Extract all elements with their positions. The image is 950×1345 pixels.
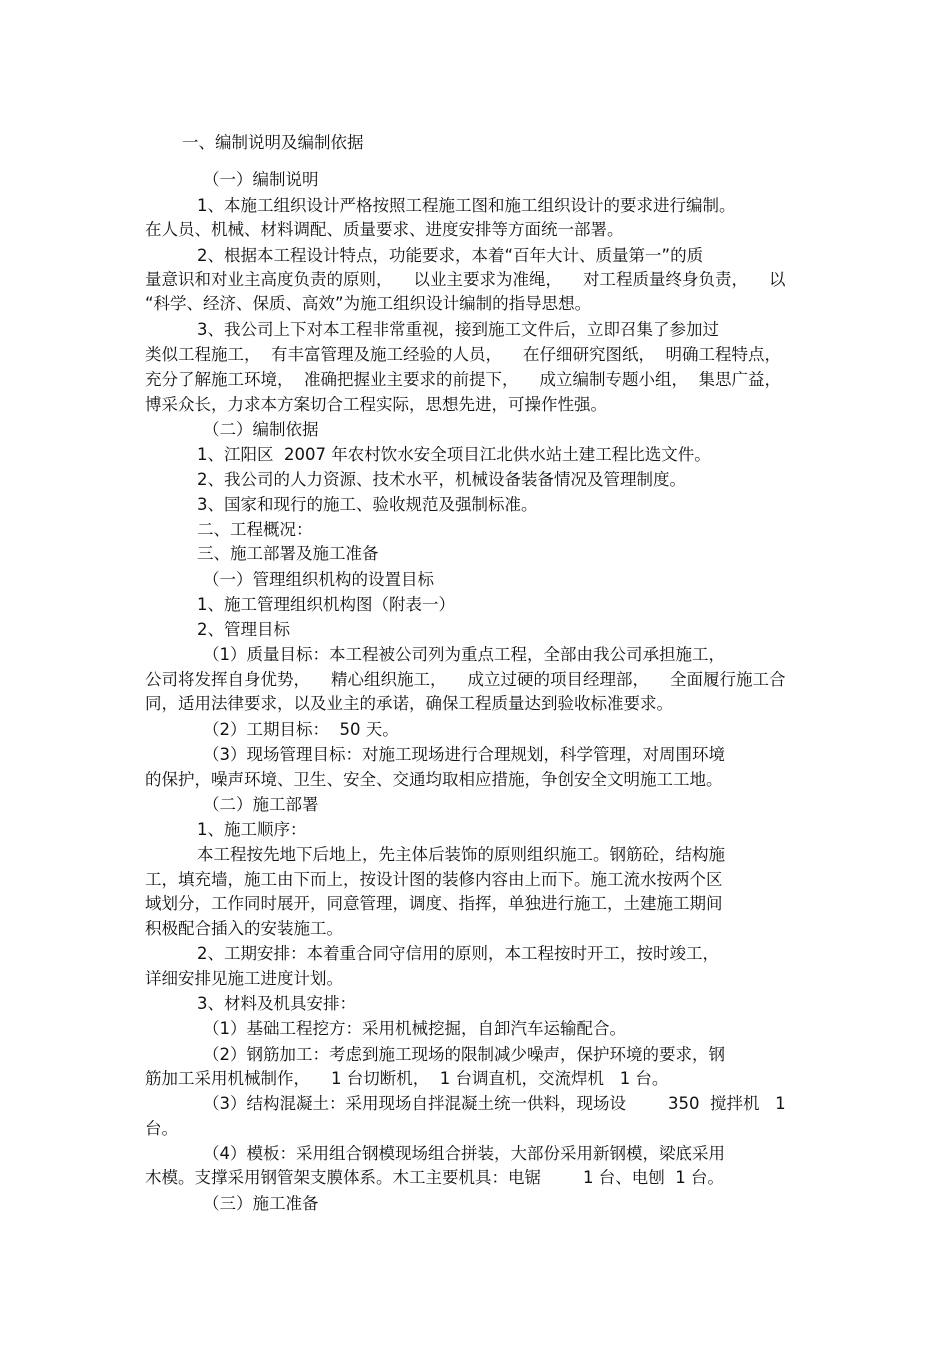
paragraph-line: （2）工期目标： 50 天。 bbox=[203, 720, 399, 739]
paragraph-line: （2）钢筋加工：考虑到施工现场的限制减少噪声，保护环境的要求，钢 bbox=[203, 1045, 725, 1064]
paragraph-line: 1、江阳区 2007 年农村饮水安全项目江北供水站土建工程比选文件。 bbox=[197, 445, 711, 464]
paragraph-line: 2、管理目标 bbox=[197, 620, 290, 639]
paragraph-line: 1、施工顺序： bbox=[197, 820, 307, 839]
paragraph-line: （3）现场管理目标：对施工现场进行合理规划，科学管理，对周围环境 bbox=[203, 745, 725, 764]
paragraph-line: （4）模板：采用组合钢模现场组合拼装，大部份采用新钢模，梁底采用 bbox=[203, 1144, 725, 1163]
paragraph-line: 本工程按先地下后地上，先主体后装饰的原则组织施工。钢筋砼，结构施 bbox=[197, 845, 725, 864]
paragraph-line: 筋加工采用机械制作， 1 台切断机， 1 台调直机，交流焊机 1 台。 bbox=[145, 1069, 669, 1088]
paragraph-line: 类似工程施工， 有丰富管理及施工经验的人员， 在仔细研究图纸， 明确工程特点， bbox=[145, 345, 781, 364]
paragraph-line: 1、本施工组织设计严格按照工程施工图和施工组织设计的要求进行编制。 bbox=[197, 196, 736, 215]
subsection-heading: （一）管理组织机构的设置目标 bbox=[203, 570, 434, 589]
paragraph-line: 1、施工管理组织机构图（附表一） bbox=[197, 595, 455, 614]
paragraph-line: 木模。支撑采用钢管架支膜体系。木工主要机具：电锯 1 台、电刨 1 台。 bbox=[145, 1168, 724, 1187]
paragraph-line: 2、根据本工程设计特点，功能要求，本着“百年大计、质量第一”的质 bbox=[197, 246, 704, 265]
paragraph-line: 博采众长，力求本方案切合工程实际，思想先进，可操作性强。 bbox=[145, 395, 607, 414]
section-heading-3: 三、施工部署及施工准备 bbox=[197, 544, 379, 563]
paragraph-line: 在人员、机械、材料调配、质量要求、进度安排等方面统一部署。 bbox=[145, 220, 624, 239]
paragraph-line: 3、国家和现行的施工、验收规范及强制标准。 bbox=[197, 495, 538, 514]
paragraph-line: 域划分，工作同时展开，同意管理，调度、指挥，单独进行施工，土建施工期间 bbox=[145, 894, 723, 913]
paragraph-line: “科学、经济、保质、高效”为施工组织设计编制的指导思想。 bbox=[145, 294, 592, 313]
subsection-heading: （二）施工部署 bbox=[203, 795, 319, 814]
paragraph-line: 的保护，噪声环境、卫生、安全、交通均取相应措施，争创安全文明施工工地。 bbox=[145, 770, 723, 789]
paragraph-line: 2、工期安排：本着重合同守信用的原则，本工程按时开工，按时竣工， bbox=[197, 944, 719, 963]
subsection-heading: （三）施工准备 bbox=[203, 1194, 319, 1213]
paragraph-line: 充分了解施工环境， 准确把握业主要求的前提下， 成立编制专题小组， 集思广益， bbox=[145, 370, 781, 389]
paragraph-line: 积极配合插入的安装施工。 bbox=[145, 919, 343, 938]
paragraph-line: 2、我公司的人力资源、技术水平，机械设备装备情况及管理制度。 bbox=[197, 470, 686, 489]
subsection-heading: （一）编制说明 bbox=[203, 170, 319, 189]
paragraph-line: （3）结构混凝土：采用现场自拌混凝土统一供料，现场设 350 搅拌机 1 bbox=[203, 1094, 786, 1113]
paragraph-line: （1）基础工程挖方：采用机械挖掘，自卸汽车运输配合。 bbox=[203, 1019, 626, 1038]
paragraph-line: 工，填充墙，施工由下而上，按设计图的装修内容由上而下。施工流水按两个区 bbox=[145, 870, 723, 889]
subsection-heading: （二）编制依据 bbox=[203, 420, 319, 439]
paragraph-line: 3、我公司上下对本工程非常重视，接到施工文件后，立即召集了参加过 bbox=[197, 320, 719, 339]
section-heading-1: 一、编制说明及编制依据 bbox=[182, 133, 364, 152]
paragraph-line: 台。 bbox=[145, 1119, 178, 1138]
paragraph-line: 量意识和对业主高度负责的原则， 以业主要求为准绳， 对工程质量终身负责， 以 bbox=[145, 270, 786, 289]
paragraph-line: 同，适用法律要求，以及业主的承诺，确保工程质量达到验收标准要求。 bbox=[145, 694, 673, 713]
paragraph-line: （1）质量目标：本工程被公司列为重点工程，全部由我公司承担施工， bbox=[203, 645, 725, 664]
paragraph-line: 公司将发挥自身优势， 精心组织施工， 成立过硬的项目经理部， 全面履行施工合 bbox=[145, 670, 786, 689]
section-heading-2: 二、工程概况： bbox=[197, 520, 313, 539]
paragraph-line: 3、材料及机具安排： bbox=[197, 994, 356, 1013]
paragraph-line: 详细安排见施工进度计划。 bbox=[145, 969, 343, 988]
